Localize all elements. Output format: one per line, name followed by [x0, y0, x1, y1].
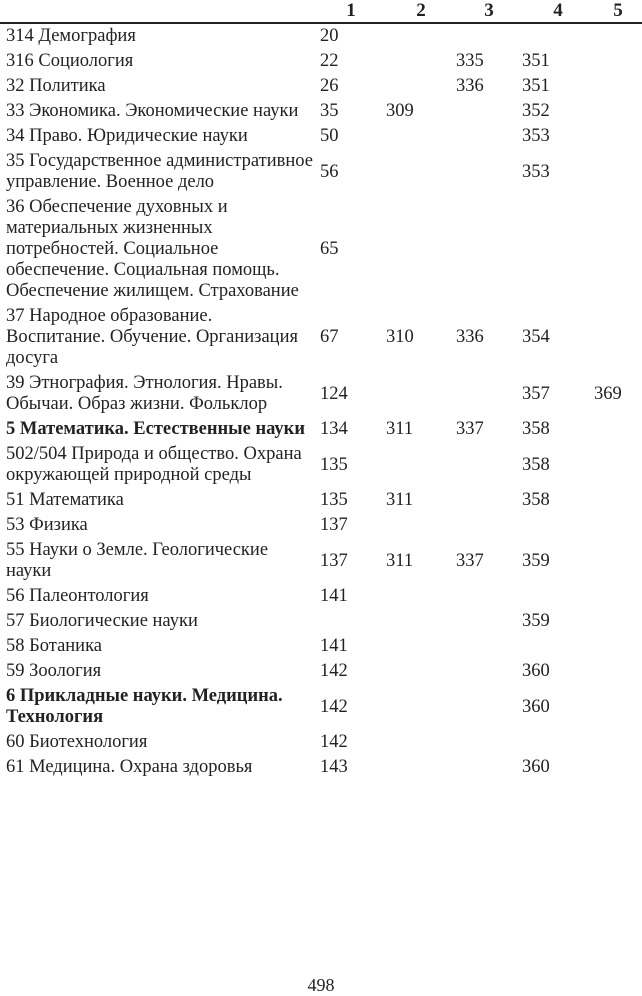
page-ref-col-4	[522, 195, 594, 304]
page-ref-col-1: 137	[320, 515, 348, 535]
page-ref-col-3	[456, 195, 522, 304]
page-ref-col-5	[594, 755, 642, 780]
page-ref-col-5	[594, 730, 642, 755]
header-col-3: 3	[456, 0, 522, 23]
page-ref-col-4: 357	[522, 383, 550, 404]
header-col-1: 1	[316, 0, 386, 23]
page-ref-col-4: 360	[522, 661, 550, 681]
page-ref-col-2	[386, 442, 456, 488]
page-ref-col-2	[386, 584, 456, 609]
page-ref-col-2	[386, 195, 456, 304]
page-ref-col-3	[456, 488, 522, 513]
table-row	[0, 488, 642, 513]
row-heading: 53 Физика	[6, 515, 88, 535]
header-col-4: 4	[522, 0, 594, 23]
row-heading: 36 Обеспечение духовных и материальных жизненных потребностей. Социальное обеспечение. Социальная помощь. Обеспечение жилищем. Страхование	[6, 197, 299, 301]
page-ref-col-3	[456, 513, 522, 538]
table-row	[0, 99, 642, 124]
page-ref-col-2	[386, 23, 456, 49]
page-ref-col-5: 369	[594, 383, 622, 404]
page-ref-col-5	[594, 49, 642, 74]
page-ref-col-1	[316, 609, 386, 634]
table-row	[0, 513, 642, 538]
page-ref-col-5	[594, 584, 642, 609]
page-ref-col-3: 335	[456, 51, 484, 71]
page-ref-col-3	[456, 124, 522, 149]
table-row	[0, 371, 642, 417]
page-ref-col-2: 311	[386, 490, 414, 510]
row-heading: 58 Ботаника	[6, 636, 102, 656]
page-ref-col-4: 354	[522, 327, 550, 347]
row-heading: 502/504 Природа и общество. Охрана окружающей природной среды	[6, 444, 302, 485]
page-ref-col-2: 309	[386, 101, 414, 121]
table-row	[0, 584, 642, 609]
page-ref-col-3	[456, 442, 522, 488]
page-ref-col-5	[594, 442, 642, 488]
page-ref-col-1: 65	[320, 239, 339, 259]
page-ref-col-4	[522, 23, 594, 49]
page-ref-col-3: 337	[456, 419, 484, 439]
page-ref-col-4: 360	[522, 696, 550, 717]
page-ref-col-2	[386, 74, 456, 99]
page-ref-col-5	[594, 538, 642, 584]
page-ref-col-5	[594, 488, 642, 513]
page-ref-col-1: 35	[320, 101, 339, 121]
header-col-5: 5	[594, 0, 642, 23]
row-heading: 316 Социология	[6, 51, 134, 71]
page-ref-col-3	[456, 584, 522, 609]
page-ref-col-2: 311	[386, 550, 414, 571]
table-row	[0, 149, 642, 195]
row-heading: 60 Биотехнология	[6, 732, 148, 752]
page-ref-col-1: 134	[320, 419, 348, 439]
page-ref-col-5	[594, 74, 642, 99]
page-ref-col-5	[594, 513, 642, 538]
row-heading: 314 Демография	[6, 26, 136, 46]
table-row	[0, 684, 642, 730]
page-ref-col-4	[522, 584, 594, 609]
page-ref-col-5	[594, 99, 642, 124]
page-ref-col-5	[594, 304, 642, 371]
page-number: 498	[307, 975, 335, 995]
row-heading: 51 Математика	[6, 490, 124, 510]
table-body	[0, 23, 642, 780]
page-ref-col-2	[386, 730, 456, 755]
table-row	[0, 74, 642, 99]
header-col-0	[0, 0, 316, 23]
page-ref-col-4: 353	[522, 126, 550, 146]
page-ref-col-2	[386, 634, 456, 659]
page-ref-col-4: 358	[522, 454, 550, 475]
page-ref-col-2	[386, 149, 456, 195]
page-ref-col-1: 67	[320, 327, 339, 347]
table-row	[0, 730, 642, 755]
table-row	[0, 442, 642, 488]
page-ref-col-1: 142	[320, 661, 348, 681]
table-row	[0, 634, 642, 659]
table-row	[0, 23, 642, 49]
row-heading: 35 Государственное административное управление. Военное дело	[6, 151, 313, 192]
page-ref-col-4: 360	[522, 757, 550, 777]
table-row	[0, 49, 642, 74]
table-row	[0, 538, 642, 584]
page-ref-col-4	[522, 634, 594, 659]
page-ref-col-4	[522, 730, 594, 755]
row-heading: 33 Экономика. Экономические науки	[6, 101, 299, 121]
table-row	[0, 195, 642, 304]
table-row	[0, 304, 642, 371]
page-ref-col-2	[386, 659, 456, 684]
page-ref-col-1: 50	[320, 126, 339, 146]
row-heading: 5 Математика. Естественные науки	[6, 419, 305, 439]
page-ref-col-3	[456, 371, 522, 417]
page-ref-col-2	[386, 513, 456, 538]
page-ref-col-3	[456, 755, 522, 780]
row-heading: 39 Этнография. Этнология. Нравы. Обычаи. Образ жизни. Фольклор	[6, 373, 283, 414]
page-ref-col-1: 143	[320, 757, 348, 777]
page-ref-col-5	[594, 149, 642, 195]
page-ref-col-4: 358	[522, 419, 550, 439]
page-ref-col-1: 141	[320, 586, 348, 606]
page-ref-col-4: 358	[522, 490, 550, 510]
page-ref-col-4: 352	[522, 101, 550, 121]
page-ref-col-5	[594, 659, 642, 684]
page-ref-col-5	[594, 417, 642, 442]
row-heading: 6 Прикладные науки. Медицина. Технология	[6, 686, 283, 727]
row-heading: 57 Биологические науки	[6, 611, 198, 631]
page-ref-col-3: 337	[456, 550, 484, 571]
page-ref-col-1: 135	[320, 490, 348, 510]
page-ref-col-4	[522, 513, 594, 538]
row-heading: 56 Палеонтология	[6, 586, 149, 606]
header-col-2: 2	[386, 0, 456, 23]
row-heading: 34 Право. Юридические науки	[6, 126, 248, 146]
page-ref-col-1: 124	[320, 383, 348, 404]
header-row	[0, 0, 642, 23]
page-ref-col-3	[456, 149, 522, 195]
page-ref-col-2: 311	[386, 419, 414, 439]
page-ref-col-3: 336	[456, 76, 484, 96]
page-ref-col-3	[456, 634, 522, 659]
page-ref-col-3	[456, 23, 522, 49]
page-ref-col-1: 22	[320, 51, 339, 71]
page-ref-col-1: 135	[320, 454, 348, 475]
row-heading: 59 Зоология	[6, 661, 102, 681]
table-row	[0, 124, 642, 149]
table-row	[0, 755, 642, 780]
page-ref-col-3: 336	[456, 327, 484, 347]
page-ref-col-2	[386, 124, 456, 149]
page-ref-col-1: 56	[320, 161, 339, 182]
row-heading: 37 Народное образование. Воспитание. Обучение. Организация досуга	[6, 306, 298, 368]
page-ref-col-2: 310	[386, 327, 414, 347]
page-ref-col-5	[594, 195, 642, 304]
row-heading: 55 Науки о Земле. Геологические науки	[6, 540, 269, 581]
page-ref-col-2	[386, 371, 456, 417]
page-ref-col-5	[594, 124, 642, 149]
page-ref-col-2	[386, 49, 456, 74]
page-ref-col-5	[594, 609, 642, 634]
table-row	[0, 417, 642, 442]
page-ref-col-3	[456, 659, 522, 684]
page-ref-col-2	[386, 684, 456, 730]
page-ref-col-3	[456, 684, 522, 730]
page-ref-col-1: 142	[320, 732, 348, 752]
page-ref-col-2	[386, 755, 456, 780]
table-row	[0, 659, 642, 684]
table-row	[0, 609, 642, 634]
page-ref-col-1: 20	[320, 26, 339, 46]
page-ref-col-3	[456, 609, 522, 634]
page-ref-col-4: 353	[522, 161, 550, 182]
row-heading: 61 Медицина. Охрана здоровья	[6, 757, 253, 777]
page-ref-col-5	[594, 634, 642, 659]
row-heading: 32 Политика	[6, 76, 106, 96]
page-ref-col-1: 142	[320, 696, 348, 717]
page-ref-col-5	[594, 23, 642, 49]
page-ref-col-5	[594, 684, 642, 730]
page-ref-col-3	[456, 99, 522, 124]
page-ref-col-2	[386, 609, 456, 634]
page-ref-col-4: 351	[522, 76, 550, 96]
page-ref-col-4: 359	[522, 550, 550, 571]
page-ref-col-4: 359	[522, 611, 550, 631]
page-ref-col-4: 351	[522, 51, 550, 71]
page-ref-col-1: 26	[320, 76, 339, 96]
page-ref-col-3	[456, 730, 522, 755]
page-ref-col-1: 141	[320, 636, 348, 656]
page-ref-col-1: 137	[320, 550, 348, 571]
